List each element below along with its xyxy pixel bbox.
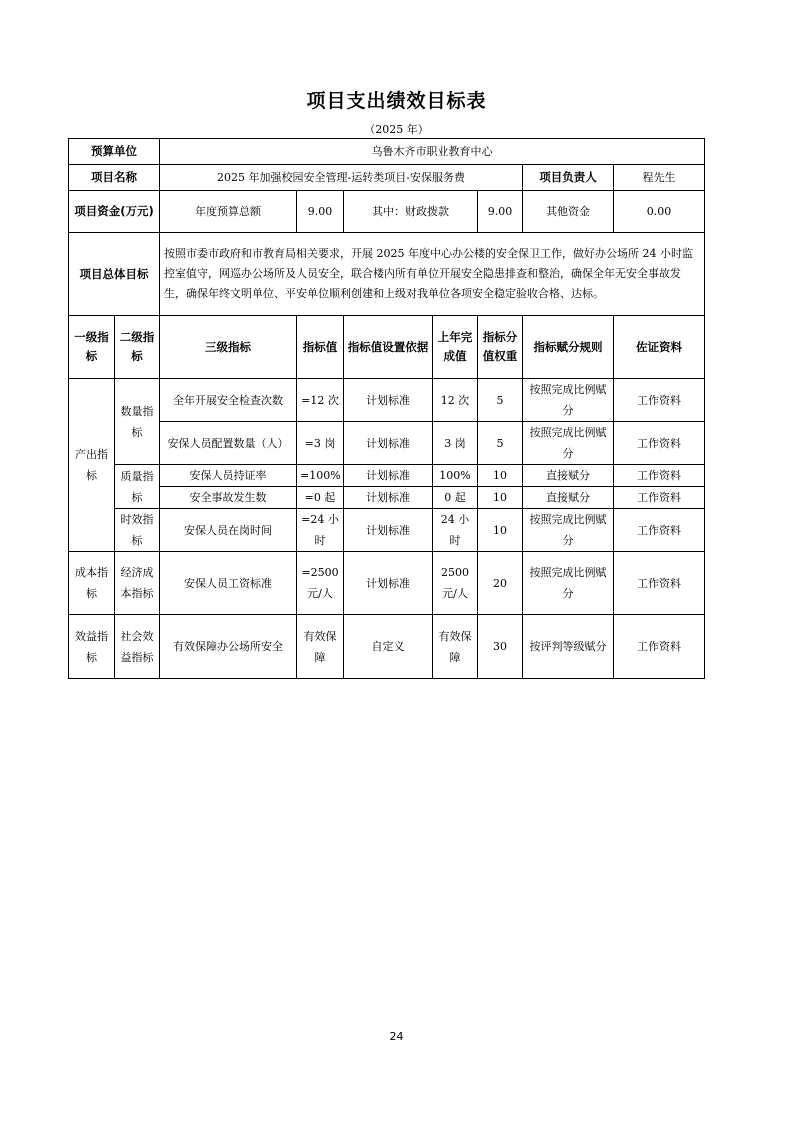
row-name: 安保人员在岗时间 bbox=[160, 509, 297, 552]
row-value: =0 起 bbox=[297, 487, 344, 509]
header-level1: 一级指标 bbox=[69, 316, 115, 379]
row-basis: 计划标准 bbox=[344, 379, 433, 422]
row-last: 100% bbox=[433, 465, 478, 487]
row-rule: 按照完成比例赋分 bbox=[523, 379, 614, 422]
group-quality: 质量指标 bbox=[115, 465, 160, 509]
row-basis: 计划标准 bbox=[344, 509, 433, 552]
group-benefit: 效益指标 bbox=[69, 615, 115, 679]
header-level2: 二级指标 bbox=[115, 316, 160, 379]
row-rule: 按评判等级赋分 bbox=[523, 615, 614, 679]
funds-total-value: 9.00 bbox=[297, 191, 344, 233]
year-subtitle: （2025 年） bbox=[364, 123, 429, 136]
row-value: =100% bbox=[297, 465, 344, 487]
row-last: 12 次 bbox=[433, 379, 478, 422]
row-last: 2500 元/人 bbox=[433, 552, 478, 615]
project-manager-value: 程先生 bbox=[614, 165, 705, 191]
row-weight: 30 bbox=[478, 615, 523, 679]
row-evidence: 工作资料 bbox=[614, 487, 705, 509]
budget-unit-label: 预算单位 bbox=[69, 139, 160, 165]
row-name: 安保人员配置数量（人） bbox=[160, 422, 297, 465]
performance-table bbox=[68, 138, 705, 679]
project-name-label: 项目名称 bbox=[69, 165, 160, 191]
row-value: =24 小时 bbox=[297, 509, 344, 552]
table-row bbox=[69, 509, 705, 552]
table-row bbox=[69, 487, 705, 509]
row-basis: 自定义 bbox=[344, 615, 433, 679]
row-evidence: 工作资料 bbox=[614, 465, 705, 487]
row-evidence: 工作资料 bbox=[614, 509, 705, 552]
row-weight: 10 bbox=[478, 465, 523, 487]
row-last: 3 岗 bbox=[433, 422, 478, 465]
project-name-value: 2025 年加强校园安全管理-运转类项目-安保服务费 bbox=[160, 165, 523, 191]
funds-label: 项目资金(万元) bbox=[69, 191, 160, 233]
row-weight: 5 bbox=[478, 379, 523, 422]
overall-goal-label: 项目总体目标 bbox=[69, 233, 160, 316]
row-value: =2500 元/人 bbox=[297, 552, 344, 615]
row-evidence: 工作资料 bbox=[614, 379, 705, 422]
row-evidence: 工作资料 bbox=[614, 615, 705, 679]
group-social-benefit: 社会效益指标 bbox=[115, 615, 160, 679]
row-evidence: 工作资料 bbox=[614, 552, 705, 615]
table-row bbox=[69, 422, 705, 465]
group-timeliness: 时效指标 bbox=[115, 509, 160, 552]
row-rule: 直接赋分 bbox=[523, 465, 614, 487]
project-name-row bbox=[69, 165, 705, 191]
funds-total-label: 年度预算总额 bbox=[160, 191, 297, 233]
row-name: 全年开展安全检查次数 bbox=[160, 379, 297, 422]
header-basis: 指标值设置依据 bbox=[344, 316, 433, 379]
page-title: 项目支出绩效目标表 bbox=[306, 90, 487, 112]
project-manager-label: 项目负责人 bbox=[523, 165, 614, 191]
row-rule: 直接赋分 bbox=[523, 487, 614, 509]
row-value: =3 岗 bbox=[297, 422, 344, 465]
row-last: 0 起 bbox=[433, 487, 478, 509]
table-row bbox=[69, 379, 705, 422]
group-output: 产出指标 bbox=[69, 379, 115, 552]
row-name: 安全事故发生数 bbox=[160, 487, 297, 509]
header-last-year: 上年完成值 bbox=[433, 316, 478, 379]
table-row bbox=[69, 552, 705, 615]
overall-goal-row bbox=[69, 233, 705, 316]
group-quantity: 数量指标 bbox=[115, 379, 160, 465]
table-row bbox=[69, 465, 705, 487]
row-last: 有效保障 bbox=[433, 615, 478, 679]
row-basis: 计划标准 bbox=[344, 487, 433, 509]
overall-goal-text: 按照市委市政府和市教育局相关要求，开展 2025 年度中心办公楼的安全保卫工作，做好办公场所 24 小时监控室值守，网巡办公场所及人员安全，联合楼内所有单位开展安全隐患排查和整治，确保全年无安全事故发生，确保年终文明单位、平安单位顺利创建和上级对我单位各项安全稳定验收合格、达标。 bbox=[160, 233, 705, 316]
header-value: 指标值 bbox=[297, 316, 344, 379]
row-rule: 按照完成比例赋分 bbox=[523, 422, 614, 465]
header-evidence: 佐证资料 bbox=[614, 316, 705, 379]
page-number: 24 bbox=[389, 1030, 404, 1043]
row-name: 安保人员持证率 bbox=[160, 465, 297, 487]
row-name: 有效保障办公场所安全 bbox=[160, 615, 297, 679]
funds-row bbox=[69, 191, 705, 233]
header-level3: 三级指标 bbox=[160, 316, 297, 379]
row-last: 24 小时 bbox=[433, 509, 478, 552]
row-weight: 5 bbox=[478, 422, 523, 465]
funds-fiscal-label: 其中：财政拨款 bbox=[344, 191, 478, 233]
row-value: =12 次 bbox=[297, 379, 344, 422]
row-evidence: 工作资料 bbox=[614, 422, 705, 465]
row-basis: 计划标准 bbox=[344, 422, 433, 465]
row-weight: 10 bbox=[478, 509, 523, 552]
row-rule: 按照完成比例赋分 bbox=[523, 552, 614, 615]
group-economic-cost: 经济成本指标 bbox=[115, 552, 160, 615]
row-basis: 计划标准 bbox=[344, 465, 433, 487]
row-rule: 按照完成比例赋分 bbox=[523, 509, 614, 552]
funds-other-value: 0.00 bbox=[614, 191, 705, 233]
header-rule: 指标赋分规则 bbox=[523, 316, 614, 379]
row-basis: 计划标准 bbox=[344, 552, 433, 615]
row-weight: 10 bbox=[478, 487, 523, 509]
budget-unit-row bbox=[69, 139, 705, 165]
row-name: 安保人员工资标准 bbox=[160, 552, 297, 615]
table-row bbox=[69, 615, 705, 679]
header-weight: 指标分值权重 bbox=[478, 316, 523, 379]
group-cost: 成本指标 bbox=[69, 552, 115, 615]
header-row bbox=[69, 316, 705, 379]
funds-fiscal-value: 9.00 bbox=[478, 191, 523, 233]
row-value: 有效保障 bbox=[297, 615, 344, 679]
row-weight: 20 bbox=[478, 552, 523, 615]
budget-unit-value: 乌鲁木齐市职业教育中心 bbox=[160, 139, 705, 165]
funds-other-label: 其他资金 bbox=[523, 191, 614, 233]
